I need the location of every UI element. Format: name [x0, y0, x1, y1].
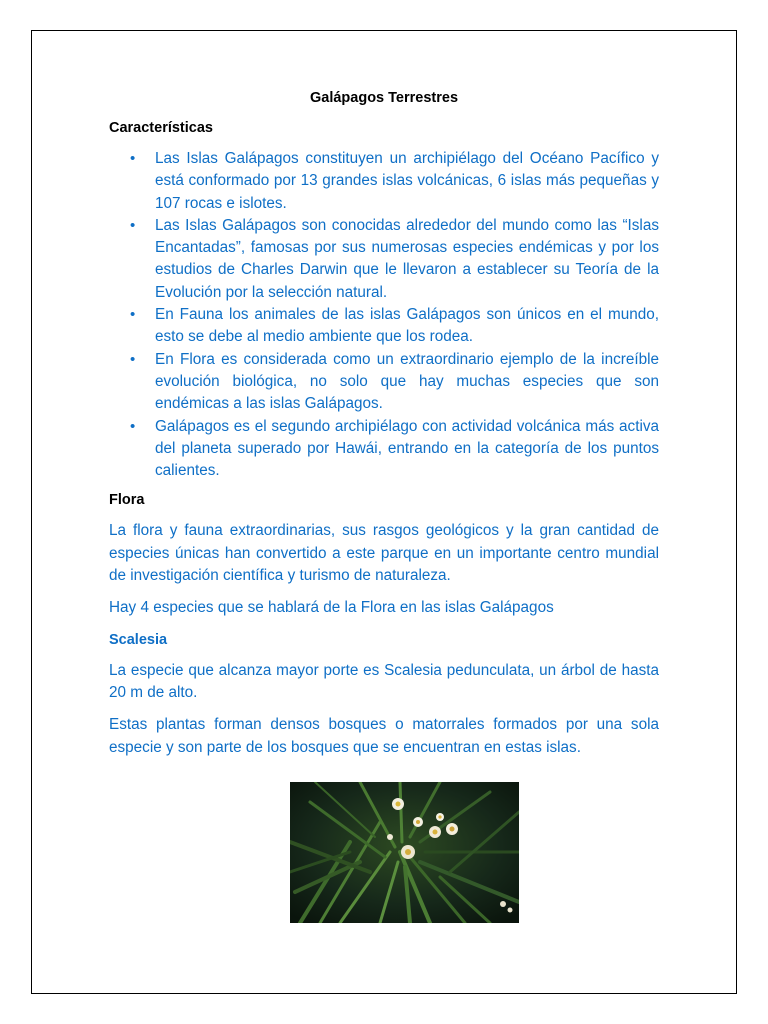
section-heading-scalesia: Scalesia [109, 631, 168, 648]
scalesia-plant-image [290, 782, 519, 923]
list-item [109, 349, 659, 416]
scalesia-photo [290, 782, 519, 923]
bullet-icon: • [130, 216, 136, 234]
list-item [109, 215, 659, 304]
bullet-icon: • [130, 150, 136, 167]
bullet-icon: • [130, 306, 136, 324]
bullet-icon: • [130, 350, 136, 368]
bullet-icon: • [130, 417, 136, 435]
list-item-text: En Fauna los animales de las islas Galápagos son únicos en el mundo, esto se debe al medio ambiente que los rodea. [155, 306, 659, 346]
list-item-text: Las Islas Galápagos constituyen un archipiélago del Océano Pacífico y está conformado por 13 grandes islas volcánicas, 6 islas más pequeñas y 107 rocas e islotes. [155, 150, 659, 212]
list-item [109, 304, 659, 349]
paragraph: La flora y fauna extraordinarias, sus rasgos geológicos y la gran cantidad de especies únicas han convertido a este parque en un importante centro mundial de investigación científica y turismo de naturaleza. [109, 522, 659, 585]
list-item-text: Galápagos es el segundo archipiélago con actividad volcánica más activa del planeta superado por Hawái, entrando en la categoría de los puntos calientes. [155, 417, 659, 480]
list-item-text: En Flora es considerada como un extraordinario ejemplo de la increíble evolución biológica, no solo que hay muchas especies que son endémicas a las islas Galápagos. [155, 350, 659, 413]
caracteristicas-list [109, 148, 659, 482]
paragraph: Estas plantas forman densos bosques o matorrales formados por una sola especie y son parte de los bosques que se encuentran en estas islas. [109, 716, 659, 756]
document-title: Galápagos Terrestres [309, 90, 459, 106]
section-heading-flora: Flora [109, 492, 145, 509]
list-item [109, 148, 659, 215]
list-item-text: Las Islas Galápagos son conocidas alrededor del mundo como las “Islas Encantadas”, famosas por sus numerosas especies endémicas y por los estudios de Charles Darwin que le llevaron a establecer su Teoría de la Evolución por la selección natural. [155, 216, 659, 301]
section-heading-caracteristicas: Características [109, 120, 213, 136]
paragraph: Hay 4 especies que se hablará de la Flora en las islas Galápagos [109, 599, 554, 617]
document-body [109, 88, 659, 769]
list-item [109, 416, 659, 483]
paragraph: La especie que alcanza mayor porte es Scalesia pedunculata, un árbol de hasta 20 m de alto. [109, 661, 659, 701]
